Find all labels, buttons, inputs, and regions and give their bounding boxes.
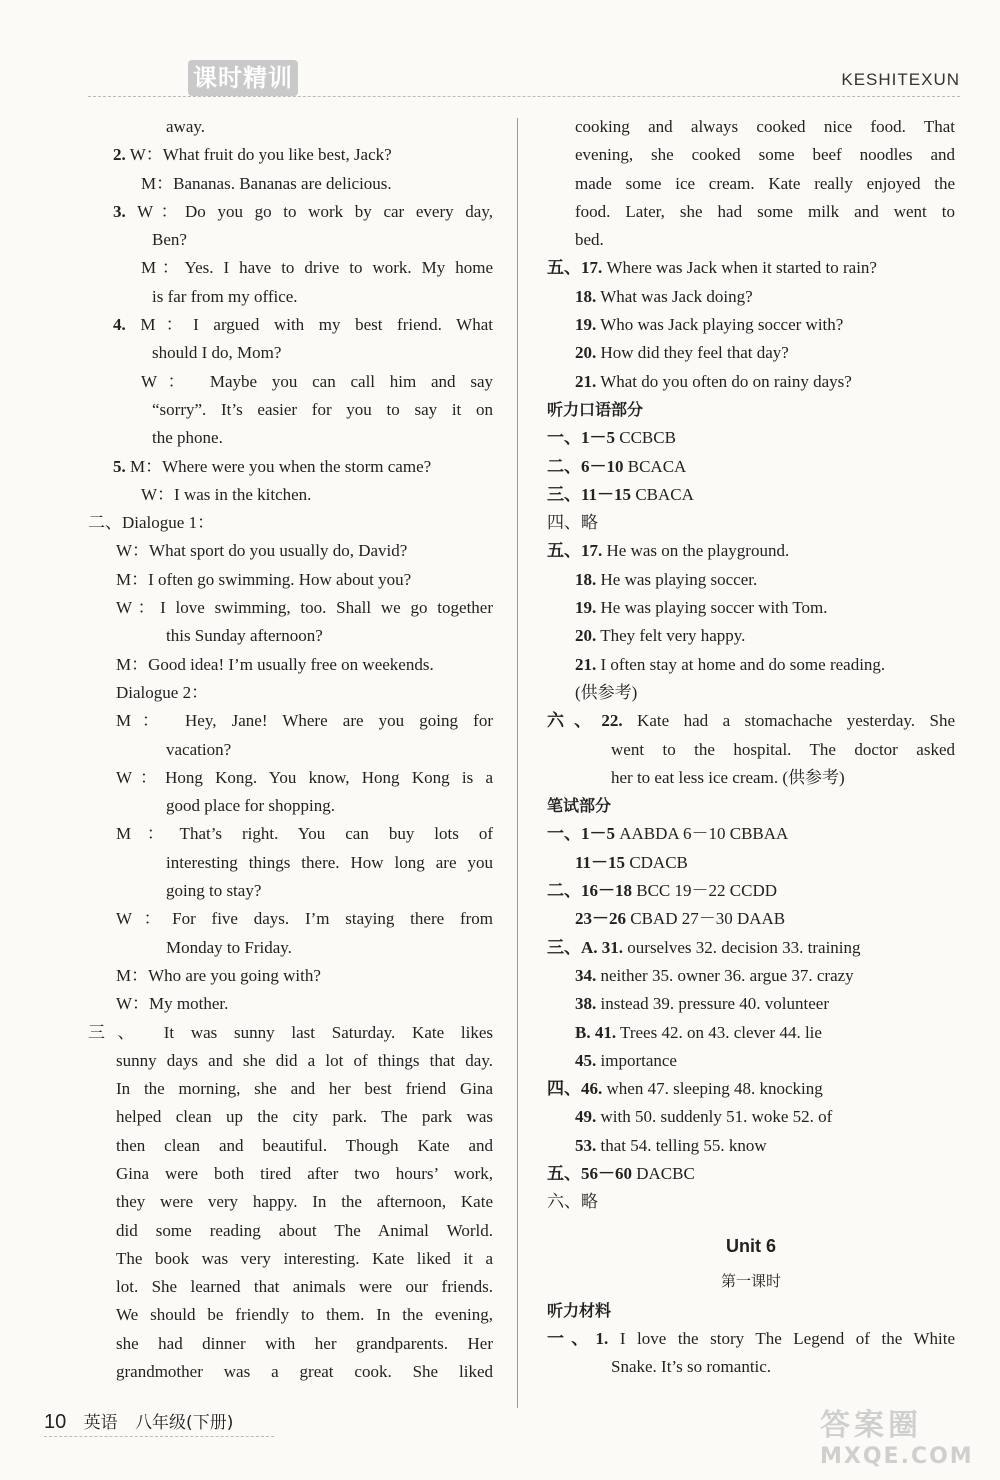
line-text: CCBCB [615,428,676,448]
line-text: importance [596,1050,677,1070]
line-text: M： Hey, Jane! Where are you going for [116,711,493,731]
page-number: 10 [44,1411,67,1433]
brand-text: KESHITEXUN [841,70,960,89]
line-text: vacation? [166,739,232,759]
line-text: They felt very happy. [596,626,746,646]
text-line [88,622,493,650]
text-line [88,1273,493,1301]
line-text: Snake. It’s so romantic. [611,1357,772,1377]
line-text: CBACA [631,484,694,504]
item-number: 23－26 [575,909,626,929]
text-line [88,1245,493,1273]
line-text: lot. She learned that animals were our friends. [116,1277,493,1297]
listening-answers [547,424,955,792]
line-text: M：Bananas. Bananas are delicious. [141,173,392,193]
text-line [88,424,493,452]
item-number: 19. [575,598,597,618]
text-line [88,905,493,933]
text-line [547,311,955,339]
line-text: In the morning, she and her best friend Gina [116,1079,493,1099]
line-text: DACBC [632,1163,695,1183]
line-text: He was playing soccer with Tom. [596,598,828,618]
line-text: What do you often do on rainy days? [596,371,852,391]
line-text: I often stay at home and do some reading. [596,654,886,674]
line-text: BCC 19－22 CCDD [632,881,777,901]
line-text: Who was Jack playing soccer with? [596,315,844,335]
watermark-line2: MXQE.COM [820,1444,974,1469]
text-line [547,368,955,396]
page-header [0,0,1000,100]
line-text: did some reading about The Animal World. [116,1220,493,1240]
line-text: she had dinner with her grandparents. Her [116,1333,493,1353]
line-text: interesting things there. How long are you [166,852,493,872]
text-line [547,764,955,792]
questions-block [547,113,955,396]
line-text: then clean and beautiful. Though Kate and [116,1135,493,1155]
text-line [88,254,493,282]
text-line [547,990,955,1018]
text-line [547,934,955,962]
line-text: He was playing soccer. [596,569,758,589]
line-text: (供参考) [575,682,638,702]
item-number: 三、A. 31. [547,937,624,957]
text-line [88,1330,493,1358]
item-number: 五、17. [547,541,603,561]
line-text: W：My mother. [116,994,229,1014]
line-text: M：That’s right. You can buy lots of [116,824,493,844]
text-line [88,1019,493,1047]
line-text: I love the story The Legend of the White [608,1328,955,1348]
text-line [547,1075,955,1103]
line-text: Where was Jack when it started to rain? [602,258,877,278]
item-number: 19. [575,315,597,335]
line-text: “sorry”. It’s easier for you to say it on [152,399,493,419]
item-number: 2. [113,145,126,165]
item-number: 4. [113,315,126,335]
item-number: 一、1－5 [547,824,615,844]
text-line [88,736,493,764]
line-text: grandmother was a great cook. She liked [116,1362,493,1382]
text-line [547,736,955,764]
text-line [547,905,955,933]
text-line [88,537,493,565]
item-number: 三、11－15 [547,484,632,504]
line-text: W：What sport do you usually do, David? [116,541,408,561]
text-line [88,396,493,424]
item-number: 53. [575,1135,597,1155]
footer-divider [44,1436,274,1437]
text-line [88,849,493,877]
line-text: W：I love swimming, too. Shall we go together [116,598,493,618]
right-column [547,113,955,1381]
line-text: Trees 42. on 43. clever 44. lie [616,1022,822,1042]
line-text: good place for shopping. [166,796,336,816]
line-text: W： Maybe you can call him and say [141,371,493,391]
text-line [547,226,955,254]
text-line [88,877,493,905]
line-text: 三、 It was sunny last Saturday. Kate likes [88,1022,493,1042]
text-line [547,1325,955,1353]
text-line [547,962,955,990]
line-text: M：Good idea! I’m usually free on weekends. [116,654,434,674]
left-column [88,113,493,1386]
line-text: Monday to Friday. [166,937,292,957]
line-text: this Sunday afternoon? [166,626,323,646]
text-line [88,1188,493,1216]
text-line [88,311,493,339]
text-line [88,1075,493,1103]
text-line [88,707,493,735]
text-line [547,254,955,282]
line-text: Kate had a stomachache yesterday. She [622,711,955,731]
text-line [547,651,955,679]
text-line [88,198,493,226]
line-text: Gina were both tired after two hours’ work, [116,1163,493,1183]
item-number: B. 41. [575,1022,617,1042]
item-number: 21. [575,654,597,674]
text-line [547,170,955,198]
text-line [88,1160,493,1188]
text-line [88,170,493,198]
line-text: W：I was in the kitchen. [141,484,312,504]
text-line [547,622,955,650]
logo-text: 课时精训 [188,60,298,96]
text-line [88,509,493,537]
line-text: AABDA 6－10 CBBAA [615,824,789,844]
text-line [547,1188,955,1216]
text-line [547,1019,955,1047]
section-written: 笔试部分 [547,796,612,816]
item-number: 45. [575,1050,597,1070]
text-line [88,594,493,622]
line-text: going to stay? [166,881,262,901]
watermark-line1: 答案圈 [820,1408,922,1443]
line-text: bed. [575,230,604,250]
line-text: M：I argued with my best friend. What [125,315,493,335]
text-line [88,1103,493,1131]
item-number: 一、1－5 [547,428,615,448]
text-line [88,141,493,169]
line-text: with 50. suddenly 51. woke 52. of [596,1107,833,1127]
text-line [547,453,955,481]
item-number: 21. [575,371,597,391]
line-text: evening, she cooked some beef noodles and [575,145,955,165]
lesson-title: 第一课时 [720,1271,781,1290]
text-line [547,594,955,622]
line-text: neither 35. owner 36. argue 37. crazy [596,965,854,985]
text-line [88,566,493,594]
item-number: 3. [113,201,126,221]
text-line [88,1358,493,1386]
text-line [547,339,955,367]
item-number: 18. [575,286,597,306]
line-text: M：Where were you when the storm came? [125,456,432,476]
text-line [88,339,493,367]
line-text: is far from my office. [152,286,298,306]
watermark [820,1400,990,1470]
text-line [88,962,493,990]
text-line [88,1301,493,1329]
text-line [547,1353,955,1381]
line-text: her to eat less ice cream. (供参考) [611,767,845,787]
text-line [547,849,955,877]
line-text: they were very happy. In the afternoon, Kate [116,1192,493,1212]
line-text: 二、Dialogue 1： [88,513,215,533]
line-text: the phone. [152,428,223,448]
text-line [88,226,493,254]
materials-block [547,1325,955,1382]
item-number: 34. [575,965,597,985]
line-text: that 54. telling 55. know [596,1135,767,1155]
line-text: should I do, Mom? [152,343,282,363]
text-line [88,283,493,311]
unit-title: Unit 6 [725,1235,776,1256]
line-text: sunny days and she did a lot of things that day. [116,1050,493,1070]
item-number: 11－15 [575,852,626,872]
line-text: How did they feel that day? [596,343,789,363]
line-text: We should be friendly to them. In the evening, [116,1305,493,1325]
text-line [547,566,955,594]
line-text: Ben? [152,230,187,250]
line-text: The book was very interesting. Kate liked it a [116,1248,493,1268]
text-line [547,113,955,141]
text-line [547,1132,955,1160]
text-line [88,990,493,1018]
header-divider [88,96,960,97]
text-line [547,141,955,169]
text-line [547,509,955,537]
subject-label: 英语 [83,1413,118,1433]
line-text: M：Yes. I have to drive to work. My home [141,258,493,278]
line-text: went to the hospital. The doctor asked [611,739,955,759]
column-divider [517,118,518,1408]
line-text: CDACB [625,852,688,872]
text-line [547,198,955,226]
text-line [88,1047,493,1075]
item-number: 20. [575,343,597,363]
line-text: Dialogue 2： [116,682,209,702]
line-text: 四、略 [547,513,598,533]
line-text: away. [166,117,206,136]
text-line [547,1160,955,1188]
item-number: 四、46. [547,1079,603,1099]
line-text: W：Do you go to work by car every day, [125,201,493,221]
line-text: He was on the playground. [602,541,790,561]
text-line [88,792,493,820]
line-text: food. Later, she had some milk and went to [575,201,955,221]
text-line [88,481,493,509]
text-line [88,934,493,962]
text-line [88,1217,493,1245]
item-number: 二、16－18 [547,881,632,901]
text-line [88,764,493,792]
line-text: W：Hong Kong. You know, Hong Kong is a [116,767,493,787]
line-text: W：For five days. I’m staying there from [116,909,493,929]
line-text: cooking and always cooked nice food. That [575,117,955,136]
text-line [547,537,955,565]
item-number: 49. [575,1107,597,1127]
text-line [88,453,493,481]
item-number: 五、56－60 [547,1163,632,1183]
text-line [88,1132,493,1160]
text-line [547,283,955,311]
page-footer [44,1408,233,1434]
item-number: 38. [575,994,597,1014]
grade-label: 八年级(下册) [135,1413,234,1433]
logo [88,60,308,100]
text-line [547,1047,955,1075]
item-number: 20. [575,626,597,646]
line-text: ourselves 32. decision 33. training [623,937,861,957]
written-answers [547,820,955,1216]
line-text: M：Who are you going with? [116,965,321,985]
line-text: 六、略 [547,1192,598,1212]
item-number: 18. [575,569,597,589]
line-text: M：I often go swimming. How about you? [116,569,412,589]
line-text: helped clean up the city park. The park was [116,1107,493,1127]
line-text: What was Jack doing? [596,286,753,306]
line-text: instead 39. pressure 40. volunteer [596,994,829,1014]
text-line [88,368,493,396]
item-number: 二、6－10 [547,456,624,476]
text-line [547,707,955,735]
text-line [547,679,955,707]
line-text: BCACA [623,456,687,476]
item-number: 一、1. [547,1328,609,1348]
text-line [547,424,955,452]
text-line [547,481,955,509]
line-text: CBAD 27－30 DAAB [626,909,786,929]
line-text: made some ice cream. Kate really enjoyed the [575,173,955,193]
text-line [547,877,955,905]
line-text: when 47. sleeping 48. knocking [602,1079,823,1099]
item-number: 五、17. [547,258,603,278]
line-text: W：What fruit do you like best, Jack? [125,145,392,165]
text-line [88,679,493,707]
text-line [88,820,493,848]
text-line [88,113,493,141]
section-materials: 听力材料 [547,1300,612,1320]
item-number: 5. [113,456,126,476]
section-listening: 听力口语部分 [547,399,644,419]
text-line [547,820,955,848]
text-line [547,1103,955,1131]
text-line [88,651,493,679]
item-number: 六、22. [547,711,623,731]
